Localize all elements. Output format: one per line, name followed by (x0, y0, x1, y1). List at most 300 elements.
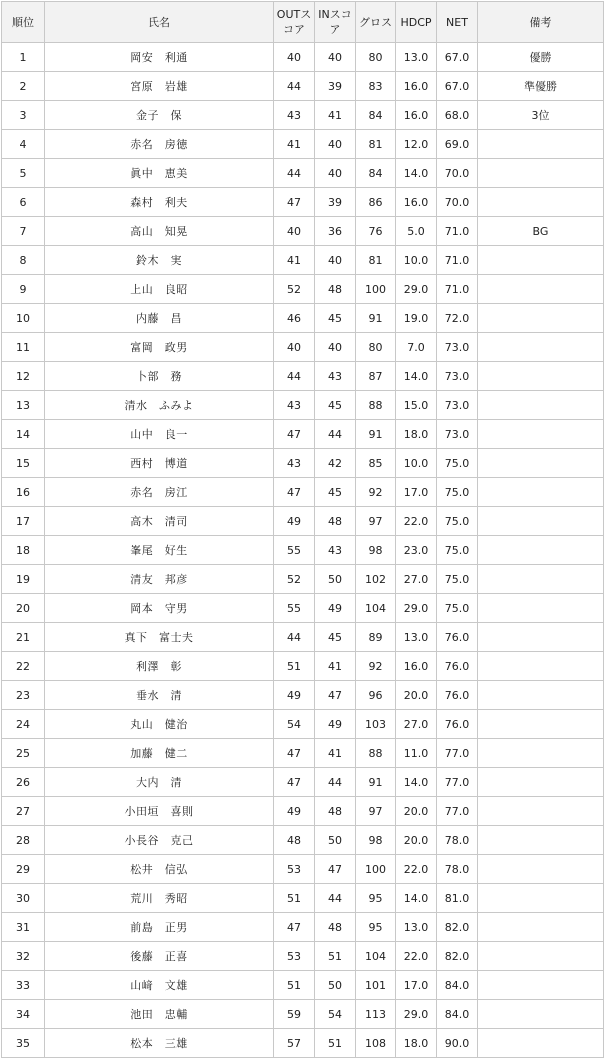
cell-gross: 84 (356, 159, 396, 188)
table-row (2, 1000, 604, 1029)
table-row (2, 507, 604, 536)
cell-in-score: 47 (315, 855, 356, 884)
header-out-score: OUTスコア (274, 2, 315, 43)
cell-name: 松本 三雄 (45, 1029, 274, 1058)
cell-in-score: 51 (315, 1029, 356, 1058)
cell-net: 67.0 (437, 43, 478, 72)
cell-note (478, 130, 604, 159)
cell-in-score: 49 (315, 710, 356, 739)
cell-name: 小田垣 喜則 (45, 797, 274, 826)
table-row (2, 768, 604, 797)
cell-out-score: 44 (274, 623, 315, 652)
table-row (2, 739, 604, 768)
cell-name: 山中 良一 (45, 420, 274, 449)
cell-in-score: 45 (315, 623, 356, 652)
cell-hdcp: 10.0 (396, 246, 437, 275)
cell-gross: 89 (356, 623, 396, 652)
cell-rank: 27 (2, 797, 45, 826)
cell-gross: 91 (356, 304, 396, 333)
cell-in-score: 44 (315, 768, 356, 797)
table-row (2, 971, 604, 1000)
cell-rank: 30 (2, 884, 45, 913)
cell-note (478, 275, 604, 304)
cell-gross: 96 (356, 681, 396, 710)
cell-in-score: 36 (315, 217, 356, 246)
cell-name: 池田 忠輔 (45, 1000, 274, 1029)
cell-net: 84.0 (437, 1000, 478, 1029)
cell-hdcp: 16.0 (396, 652, 437, 681)
cell-net: 76.0 (437, 623, 478, 652)
cell-gross: 81 (356, 246, 396, 275)
cell-out-score: 43 (274, 391, 315, 420)
cell-out-score: 51 (274, 652, 315, 681)
cell-rank: 18 (2, 536, 45, 565)
cell-rank: 11 (2, 333, 45, 362)
cell-in-score: 45 (315, 391, 356, 420)
table-row (2, 942, 604, 971)
cell-out-score: 49 (274, 797, 315, 826)
cell-rank: 22 (2, 652, 45, 681)
cell-in-score: 41 (315, 652, 356, 681)
cell-rank: 28 (2, 826, 45, 855)
cell-gross: 86 (356, 188, 396, 217)
cell-hdcp: 13.0 (396, 43, 437, 72)
cell-rank: 31 (2, 913, 45, 942)
cell-rank: 12 (2, 362, 45, 391)
cell-rank: 4 (2, 130, 45, 159)
cell-in-score: 40 (315, 333, 356, 362)
table-row (2, 275, 604, 304)
cell-in-score: 50 (315, 826, 356, 855)
table-row (2, 826, 604, 855)
cell-rank: 25 (2, 739, 45, 768)
table-row (2, 101, 604, 130)
table-row (2, 478, 604, 507)
cell-hdcp: 19.0 (396, 304, 437, 333)
table-row (2, 449, 604, 478)
cell-in-score: 48 (315, 797, 356, 826)
cell-rank: 2 (2, 72, 45, 101)
table-row (2, 72, 604, 101)
header-gross: グロス (356, 2, 396, 43)
cell-in-score: 45 (315, 304, 356, 333)
table-row (2, 159, 604, 188)
cell-gross: 100 (356, 855, 396, 884)
cell-note (478, 768, 604, 797)
cell-name: 富岡 政男 (45, 333, 274, 362)
table-row (2, 797, 604, 826)
cell-hdcp: 14.0 (396, 768, 437, 797)
cell-rank: 24 (2, 710, 45, 739)
cell-name: 鈴木 実 (45, 246, 274, 275)
cell-rank: 16 (2, 478, 45, 507)
cell-gross: 84 (356, 101, 396, 130)
cell-gross: 97 (356, 507, 396, 536)
cell-note: 3位 (478, 101, 604, 130)
cell-name: 垂水 清 (45, 681, 274, 710)
cell-in-score: 48 (315, 913, 356, 942)
cell-net: 69.0 (437, 130, 478, 159)
cell-name: 後藤 正喜 (45, 942, 274, 971)
cell-note (478, 971, 604, 1000)
cell-out-score: 52 (274, 275, 315, 304)
cell-hdcp: 20.0 (396, 826, 437, 855)
cell-hdcp: 12.0 (396, 130, 437, 159)
cell-gross: 80 (356, 333, 396, 362)
cell-hdcp: 29.0 (396, 594, 437, 623)
header-rank: 順位 (2, 2, 45, 43)
cell-gross: 81 (356, 130, 396, 159)
cell-out-score: 41 (274, 246, 315, 275)
cell-rank: 9 (2, 275, 45, 304)
cell-name: 岡安 利通 (45, 43, 274, 72)
cell-net: 71.0 (437, 246, 478, 275)
table-row (2, 188, 604, 217)
cell-rank: 7 (2, 217, 45, 246)
cell-note (478, 681, 604, 710)
cell-rank: 19 (2, 565, 45, 594)
cell-net: 68.0 (437, 101, 478, 130)
cell-note (478, 942, 604, 971)
cell-hdcp: 14.0 (396, 884, 437, 913)
cell-note (478, 710, 604, 739)
cell-gross: 98 (356, 826, 396, 855)
results-table (1, 1, 604, 1058)
table-row (2, 652, 604, 681)
table-body (2, 43, 604, 1058)
table-row (2, 594, 604, 623)
table-row (2, 130, 604, 159)
cell-hdcp: 27.0 (396, 565, 437, 594)
cell-hdcp: 13.0 (396, 913, 437, 942)
cell-in-score: 43 (315, 362, 356, 391)
cell-gross: 91 (356, 420, 396, 449)
cell-in-score: 40 (315, 130, 356, 159)
cell-rank: 35 (2, 1029, 45, 1058)
table-row (2, 884, 604, 913)
cell-note (478, 246, 604, 275)
cell-out-score: 47 (274, 420, 315, 449)
cell-net: 78.0 (437, 855, 478, 884)
cell-out-score: 55 (274, 536, 315, 565)
cell-name: 内藤 昌 (45, 304, 274, 333)
cell-out-score: 44 (274, 72, 315, 101)
cell-rank: 13 (2, 391, 45, 420)
cell-name: 加藤 健二 (45, 739, 274, 768)
cell-name: 小長谷 克己 (45, 826, 274, 855)
cell-in-score: 43 (315, 536, 356, 565)
cell-net: 70.0 (437, 159, 478, 188)
cell-in-score: 40 (315, 246, 356, 275)
cell-rank: 1 (2, 43, 45, 72)
table-row (2, 304, 604, 333)
cell-out-score: 40 (274, 43, 315, 72)
cell-in-score: 51 (315, 942, 356, 971)
cell-note: BG (478, 217, 604, 246)
cell-hdcp: 5.0 (396, 217, 437, 246)
cell-name: 森村 利夫 (45, 188, 274, 217)
cell-note (478, 536, 604, 565)
cell-name: 真下 富士夫 (45, 623, 274, 652)
cell-note (478, 304, 604, 333)
cell-note (478, 362, 604, 391)
cell-out-score: 52 (274, 565, 315, 594)
cell-name: 西村 博道 (45, 449, 274, 478)
cell-note (478, 623, 604, 652)
cell-name: 大内 清 (45, 768, 274, 797)
cell-net: 73.0 (437, 420, 478, 449)
header-in-score: INスコア (315, 2, 356, 43)
cell-note (478, 594, 604, 623)
cell-in-score: 40 (315, 43, 356, 72)
table-row (2, 420, 604, 449)
cell-hdcp: 14.0 (396, 159, 437, 188)
cell-net: 76.0 (437, 652, 478, 681)
cell-gross: 104 (356, 594, 396, 623)
cell-hdcp: 17.0 (396, 478, 437, 507)
cell-out-score: 51 (274, 971, 315, 1000)
cell-note (478, 478, 604, 507)
cell-net: 71.0 (437, 217, 478, 246)
cell-gross: 87 (356, 362, 396, 391)
cell-net: 77.0 (437, 797, 478, 826)
cell-net: 77.0 (437, 768, 478, 797)
cell-name: 山﨑 文雄 (45, 971, 274, 1000)
cell-gross: 97 (356, 797, 396, 826)
cell-out-score: 44 (274, 362, 315, 391)
cell-note (478, 739, 604, 768)
cell-gross: 102 (356, 565, 396, 594)
cell-hdcp: 15.0 (396, 391, 437, 420)
cell-hdcp: 20.0 (396, 681, 437, 710)
cell-net: 70.0 (437, 188, 478, 217)
cell-name: 清友 邦彦 (45, 565, 274, 594)
cell-hdcp: 14.0 (396, 362, 437, 391)
cell-gross: 85 (356, 449, 396, 478)
header-net: NET (437, 2, 478, 43)
cell-gross: 103 (356, 710, 396, 739)
cell-gross: 98 (356, 536, 396, 565)
cell-hdcp: 7.0 (396, 333, 437, 362)
cell-net: 84.0 (437, 971, 478, 1000)
cell-net: 81.0 (437, 884, 478, 913)
cell-note: 準優勝 (478, 72, 604, 101)
cell-out-score: 47 (274, 188, 315, 217)
cell-net: 75.0 (437, 594, 478, 623)
cell-net: 75.0 (437, 565, 478, 594)
cell-out-score: 53 (274, 942, 315, 971)
cell-in-score: 54 (315, 1000, 356, 1029)
cell-name: 赤名 房江 (45, 478, 274, 507)
cell-note (478, 855, 604, 884)
cell-out-score: 46 (274, 304, 315, 333)
table-row (2, 913, 604, 942)
cell-net: 76.0 (437, 710, 478, 739)
table-row (2, 333, 604, 362)
table-header (2, 2, 604, 43)
cell-gross: 108 (356, 1029, 396, 1058)
cell-net: 67.0 (437, 72, 478, 101)
cell-out-score: 49 (274, 681, 315, 710)
cell-gross: 95 (356, 884, 396, 913)
cell-hdcp: 16.0 (396, 72, 437, 101)
cell-hdcp: 18.0 (396, 1029, 437, 1058)
cell-net: 75.0 (437, 507, 478, 536)
cell-note (478, 507, 604, 536)
cell-net: 73.0 (437, 391, 478, 420)
cell-out-score: 43 (274, 449, 315, 478)
cell-rank: 3 (2, 101, 45, 130)
cell-rank: 33 (2, 971, 45, 1000)
cell-rank: 26 (2, 768, 45, 797)
cell-gross: 104 (356, 942, 396, 971)
cell-hdcp: 22.0 (396, 507, 437, 536)
cell-in-score: 45 (315, 478, 356, 507)
cell-gross: 113 (356, 1000, 396, 1029)
cell-note (478, 188, 604, 217)
table-row (2, 536, 604, 565)
cell-name: 高木 清司 (45, 507, 274, 536)
cell-gross: 91 (356, 768, 396, 797)
cell-rank: 15 (2, 449, 45, 478)
cell-out-score: 40 (274, 217, 315, 246)
cell-name: 眞中 恵美 (45, 159, 274, 188)
cell-in-score: 44 (315, 420, 356, 449)
cell-hdcp: 22.0 (396, 855, 437, 884)
cell-note (478, 826, 604, 855)
cell-hdcp: 23.0 (396, 536, 437, 565)
cell-hdcp: 13.0 (396, 623, 437, 652)
table-row (2, 855, 604, 884)
cell-rank: 21 (2, 623, 45, 652)
cell-out-score: 51 (274, 884, 315, 913)
cell-rank: 23 (2, 681, 45, 710)
table-row (2, 43, 604, 72)
table-row (2, 246, 604, 275)
cell-note (478, 1000, 604, 1029)
cell-rank: 32 (2, 942, 45, 971)
cell-gross: 100 (356, 275, 396, 304)
cell-out-score: 47 (274, 739, 315, 768)
cell-name: 金子 保 (45, 101, 274, 130)
cell-in-score: 44 (315, 884, 356, 913)
cell-out-score: 47 (274, 913, 315, 942)
cell-net: 82.0 (437, 913, 478, 942)
cell-in-score: 41 (315, 739, 356, 768)
cell-hdcp: 29.0 (396, 275, 437, 304)
table-row (2, 391, 604, 420)
cell-note (478, 391, 604, 420)
cell-gross: 88 (356, 391, 396, 420)
cell-name: 卜部 務 (45, 362, 274, 391)
cell-hdcp: 27.0 (396, 710, 437, 739)
cell-net: 72.0 (437, 304, 478, 333)
cell-name: 前島 正男 (45, 913, 274, 942)
cell-out-score: 54 (274, 710, 315, 739)
cell-out-score: 49 (274, 507, 315, 536)
cell-net: 75.0 (437, 478, 478, 507)
cell-hdcp: 18.0 (396, 420, 437, 449)
cell-name: 荒川 秀昭 (45, 884, 274, 913)
cell-in-score: 47 (315, 681, 356, 710)
cell-out-score: 48 (274, 826, 315, 855)
cell-net: 78.0 (437, 826, 478, 855)
cell-rank: 20 (2, 594, 45, 623)
cell-gross: 95 (356, 913, 396, 942)
cell-name: 宮原 岩雄 (45, 72, 274, 101)
table-row (2, 217, 604, 246)
cell-out-score: 55 (274, 594, 315, 623)
cell-name: 松井 信弘 (45, 855, 274, 884)
cell-in-score: 48 (315, 507, 356, 536)
cell-out-score: 53 (274, 855, 315, 884)
cell-name: 上山 良昭 (45, 275, 274, 304)
header-row (2, 2, 604, 43)
table-row (2, 565, 604, 594)
cell-rank: 5 (2, 159, 45, 188)
cell-hdcp: 29.0 (396, 1000, 437, 1029)
cell-hdcp: 16.0 (396, 188, 437, 217)
cell-note (478, 420, 604, 449)
cell-in-score: 39 (315, 188, 356, 217)
cell-hdcp: 10.0 (396, 449, 437, 478)
cell-in-score: 40 (315, 159, 356, 188)
cell-name: 赤名 房徳 (45, 130, 274, 159)
cell-hdcp: 20.0 (396, 797, 437, 826)
cell-hdcp: 16.0 (396, 101, 437, 130)
cell-out-score: 40 (274, 333, 315, 362)
table-row (2, 1029, 604, 1058)
cell-rank: 8 (2, 246, 45, 275)
cell-out-score: 47 (274, 768, 315, 797)
cell-hdcp: 22.0 (396, 942, 437, 971)
cell-gross: 88 (356, 739, 396, 768)
cell-out-score: 44 (274, 159, 315, 188)
cell-note (478, 449, 604, 478)
cell-out-score: 57 (274, 1029, 315, 1058)
cell-in-score: 50 (315, 971, 356, 1000)
cell-net: 71.0 (437, 275, 478, 304)
table-row (2, 362, 604, 391)
cell-out-score: 41 (274, 130, 315, 159)
header-hdcp: HDCP (396, 2, 437, 43)
cell-out-score: 59 (274, 1000, 315, 1029)
cell-gross: 101 (356, 971, 396, 1000)
cell-rank: 14 (2, 420, 45, 449)
cell-rank: 10 (2, 304, 45, 333)
cell-in-score: 50 (315, 565, 356, 594)
table-row (2, 623, 604, 652)
table-row (2, 681, 604, 710)
header-note: 備考 (478, 2, 604, 43)
cell-net: 73.0 (437, 362, 478, 391)
table-row (2, 710, 604, 739)
cell-note (478, 884, 604, 913)
cell-net: 75.0 (437, 449, 478, 478)
cell-net: 90.0 (437, 1029, 478, 1058)
cell-name: 峯尾 好生 (45, 536, 274, 565)
cell-out-score: 47 (274, 478, 315, 507)
cell-in-score: 39 (315, 72, 356, 101)
cell-rank: 34 (2, 1000, 45, 1029)
cell-in-score: 48 (315, 275, 356, 304)
cell-net: 75.0 (437, 536, 478, 565)
cell-net: 73.0 (437, 333, 478, 362)
cell-note (478, 797, 604, 826)
cell-hdcp: 17.0 (396, 971, 437, 1000)
cell-out-score: 43 (274, 101, 315, 130)
cell-hdcp: 11.0 (396, 739, 437, 768)
